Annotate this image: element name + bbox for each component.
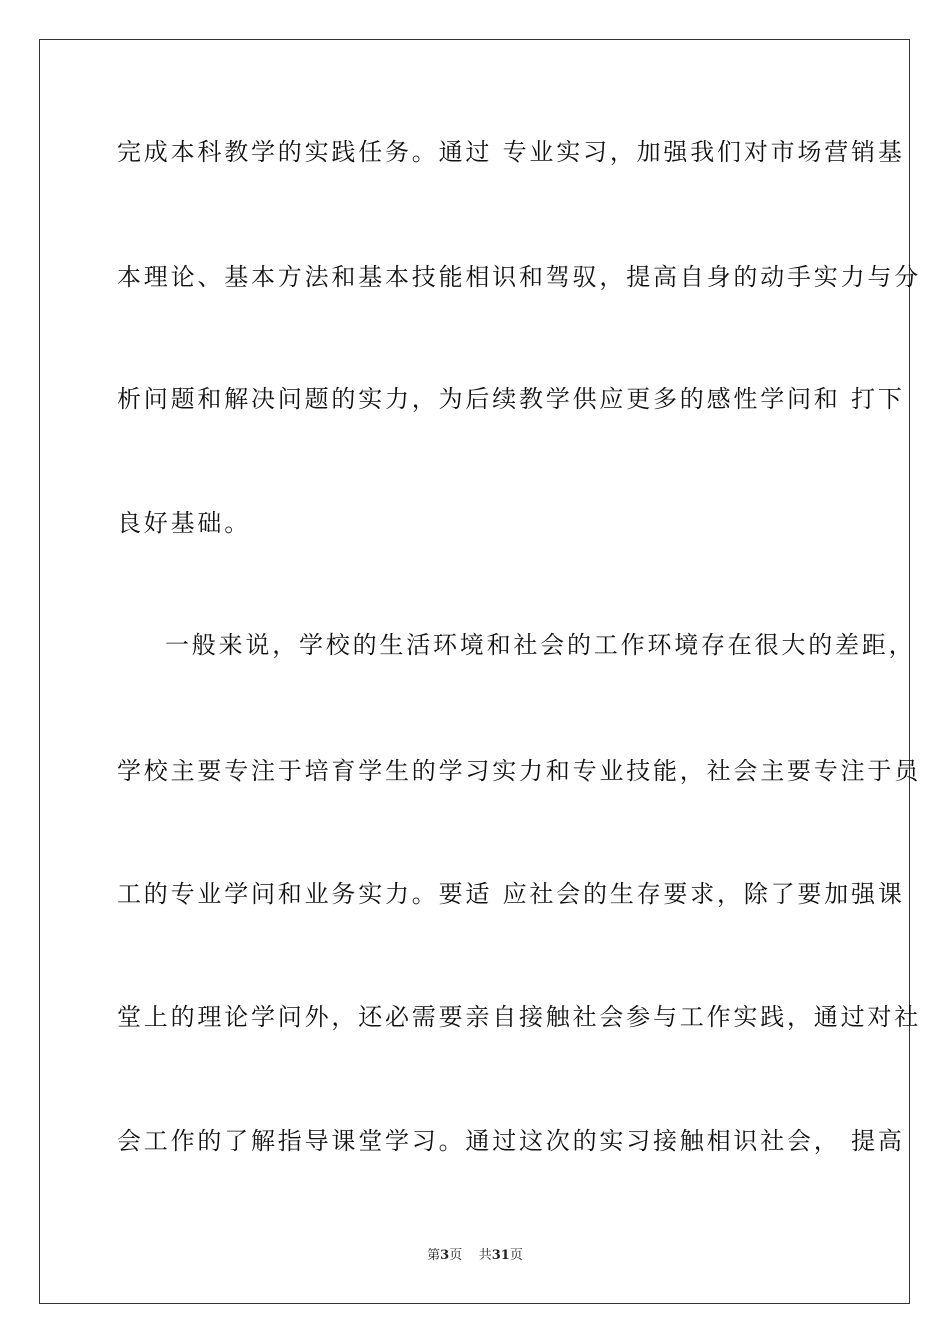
body-text-line-8: 堂上的理论学问外，还必需要亲自接触社会参与工作实践，通过对社 [117,1003,921,1031]
paragraph-2-first-line: 一般来说，学校的生活环境和社会的工作环境存在很大的差距， [165,631,916,659]
total-prefix: 共 [478,1248,492,1263]
page-prefix: 第 [427,1248,441,1263]
body-text-line-9: 会工作的了解指导课堂学习。通过这次的实习接触相识社会， 提高 [117,1127,905,1155]
body-text-line-7: 工的专业学问和业务实力。要适 应社会的生存要求，除了要加强课 [117,880,905,908]
page-footer [0,1248,950,1264]
body-text-line-3: 析问题和解决问题的实力，为后续教学供应更多的感性学问和 打下 [117,385,905,413]
body-text-line-4: 良好基础。 [117,509,251,537]
total-suffix: 页 [509,1248,523,1263]
page-suffix: 页 [449,1248,463,1263]
page-border [39,39,921,1304]
page-number: 3 [440,1248,450,1263]
total-pages: 31 [491,1248,510,1263]
body-text-line-6: 学校主要专注于培育学生的学习实力和专业技能，社会主要专注于员 [117,757,921,785]
body-text-line-1: 完成本科教学的实践任务。通过 专业实习，加强我们对市场营销基 [117,138,905,166]
body-text-line-2: 本理论、基本方法和基本技能相识和驾驭，提高自身的动手实力与分 [117,263,921,291]
